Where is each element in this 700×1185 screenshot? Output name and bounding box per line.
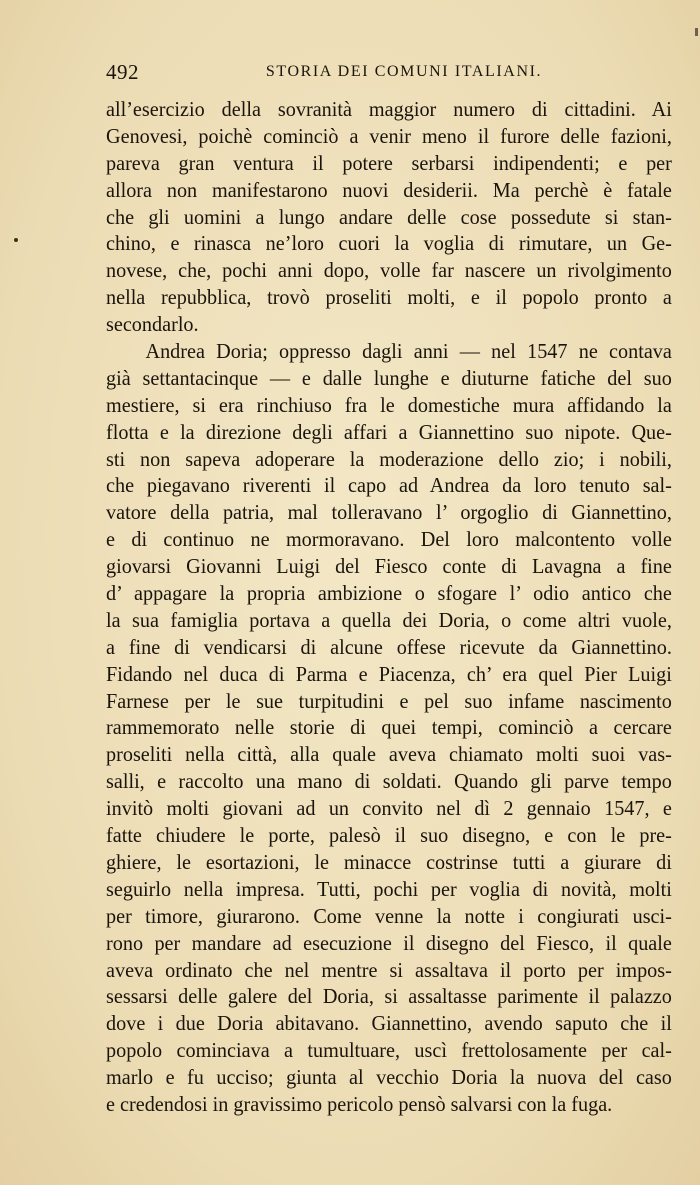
text-line: dove i due Doria abitavano. Giannettino, avendo saputo che il xyxy=(106,1011,672,1036)
text-line: popolo cominciava a tumultuare, uscì frettolosamente per cal- xyxy=(106,1038,672,1063)
text-line: già settantacinque — e dalle lunghe e diuturne fatiche del suo xyxy=(106,365,672,390)
text-line: ghiere, le esortazioni, le minacce costrinse tutti a giurare di xyxy=(106,849,672,874)
text-line: seguirlo nella impresa. Tutti, pochi per voglia di novità, molti xyxy=(106,876,672,901)
text-line: fatte chiudere le porte, palesò il suo disegno, e con le pre- xyxy=(106,823,672,848)
text-line: e credendosi in gravissimo pericolo pensò salvarsi con la fuga. xyxy=(106,1091,613,1116)
text-line: la sua famiglia portava a quella dei Doria, o come altri vuole, xyxy=(106,607,672,632)
text-line: sti non sapeva adoperare la moderazione dello zio; i nobili, xyxy=(106,446,672,471)
text-line: marlo e fu ucciso; giunta al vecchio Doria la nuova del caso xyxy=(106,1065,672,1090)
text-line: che gli uomini a lungo andare delle cose possedute si stan- xyxy=(106,204,672,229)
text-line: Farnese per le sue turpitudini e pel suo infame nascimento xyxy=(106,688,672,713)
text-line: nella repubblica, trovò proseliti molti, e il popolo pronto a xyxy=(106,285,672,310)
text-line: e di continuo ne mormoravano. Del loro malcontento volle xyxy=(106,527,672,552)
text-line: all’esercizio della sovranità maggior numero di cittadini. Ai xyxy=(106,97,672,121)
body-text xyxy=(106,96,672,1118)
text-line: salli, e raccolto una mano di soldati. Quando gli parve tempo xyxy=(106,769,672,794)
text-line: proseliti nella città, alla quale aveva chiamato molti suoi vas- xyxy=(106,742,672,767)
page-header xyxy=(106,60,672,90)
text-line: che piegavano riverenti il capo ad Andrea da loro tenuto sal- xyxy=(106,473,672,498)
text-line: aveva ordinato che nel mentre si assaltava il porto per impos- xyxy=(106,957,672,982)
text-line: secondarlo. xyxy=(106,312,199,337)
text-line: sessarsi delle galere del Doria, si assaltasse parimente il palazzo xyxy=(106,984,672,1009)
text-line: allora non manifestarono nuovi desiderii. Ma perchè è fatale xyxy=(106,177,672,202)
text-line: rammemorato nelle storie di quei tempi, cominciò a cercare xyxy=(106,715,672,740)
edge-mark xyxy=(695,28,698,36)
text-line: d’ appagare la propria ambizione o sfogare l’ odio antico che xyxy=(106,581,672,606)
text-line: invitò molti giovani ad un convito nel dì 2 gennaio 1547, e xyxy=(106,796,672,821)
text-line: flotta e la direzione degli affari a Giannettino suo nipote. Que- xyxy=(106,419,672,444)
text-line: vatore della patria, mal tolleravano l’ orgoglio di Giannettino, xyxy=(106,500,672,525)
text-line: a fine di vendicarsi di alcune offese ricevute da Giannettino. xyxy=(106,634,672,659)
text-line: rono per mandare ad esecuzione il disegno del Fiesco, il quale xyxy=(106,930,672,955)
text-line: Fidando nel duca di Parma e Piacenza, ch’ era quel Pier Luigi xyxy=(106,661,672,686)
running-title: STORIA DEI COMUNI ITALIANI. xyxy=(265,63,543,80)
text-line: giovarsi Giovanni Luigi del Fiesco conte di Lavagna a fine xyxy=(106,554,672,579)
text-line: per timore, giurarono. Come venne la notte i congiurati usci- xyxy=(106,903,672,928)
text-line: Genovesi, poichè cominciò a venir meno il furore delle fazioni, xyxy=(106,123,672,148)
margin-speck xyxy=(14,238,18,242)
text-line: chino, e rinasca ne’loro cuori la voglia di rimutare, un Ge- xyxy=(106,231,672,256)
page-number: 492 xyxy=(106,60,139,84)
text-line: novese, che, pochi anni dopo, volle far nascere un rivolgimento xyxy=(106,258,672,283)
text-line: Andrea Doria; oppresso dagli anni — nel 1547 ne contava xyxy=(145,339,672,364)
text-line: mestiere, si era rinchiuso fra le domestiche mura affidando la xyxy=(106,392,672,417)
text-line: pareva gran ventura il potere serbarsi indipendenti; e per xyxy=(106,150,672,175)
